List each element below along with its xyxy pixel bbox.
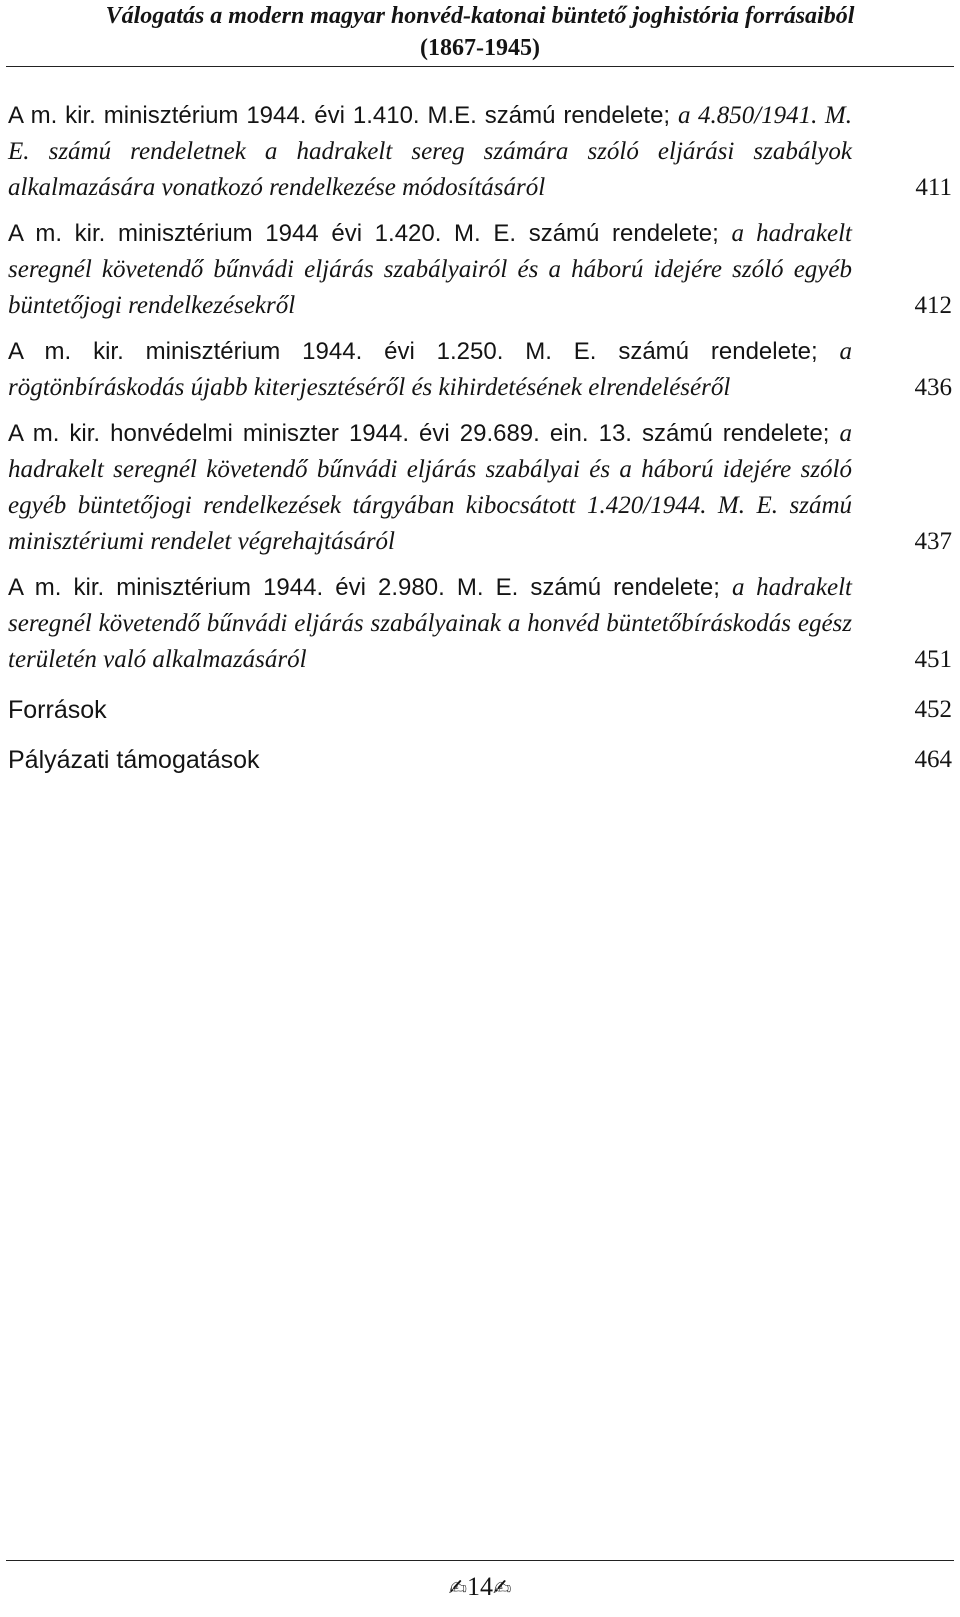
- toc-entry-text: [8, 570, 852, 678]
- toc-entry-lead: A m. kir. honvédelmi miniszter 1944. évi 29.689. ein. 13. számú rendelete;: [8, 420, 840, 447]
- header-title: Válogatás a modern magyar honvéd-katonai büntető joghistória forrásaiból: [105, 3, 855, 29]
- toc-entry-text: [8, 216, 852, 324]
- toc-entry-title: a hadrakelt seregnél követendő bűnvádi eljárás szabályainak a honvéd büntetőbíráskodás egész területén való alkalmazásáról: [8, 574, 852, 673]
- toc-page-number: 451: [914, 646, 952, 673]
- table-of-contents: [8, 98, 956, 778]
- page-footer: [0, 1570, 960, 1606]
- toc-entry-436[interactable]: [8, 334, 956, 406]
- toc-page-number: 412: [914, 292, 952, 319]
- toc-entry-text: [8, 98, 852, 206]
- running-header: [0, 0, 960, 64]
- toc-entry-title: a rögtönbíráskodás újabb kiterjesztéséről és kihirdetésének elrendeléséről: [8, 338, 852, 401]
- toc-entry-437[interactable]: [8, 416, 956, 560]
- toc-entry-lead: A m. kir. minisztérium 1944 évi 1.420. M. E. számú rendelete;: [8, 220, 732, 247]
- ornament-right-icon: ✍: [493, 1576, 512, 1601]
- toc-entry-text: [8, 334, 852, 406]
- toc-entry-grants[interactable]: [8, 742, 956, 778]
- toc-entry-lead: A m. kir. minisztérium 1944. évi 2.980. M. E. számú rendelete;: [8, 574, 732, 601]
- ornament-left-icon: ✍: [448, 1576, 467, 1601]
- toc-sources-label: Források: [8, 696, 107, 724]
- toc-entry-title: a hadrakelt seregnél követendő bűnvádi eljárás szabályai és a háború idejére szóló egyéb büntetőjogi rendelkezések tárgyában kibocsátott 1.420/1944. M. E. számú minisztériumi rendelet végrehajtásáról: [8, 420, 852, 555]
- toc-entry-lead: A m. kir. minisztérium 1944. évi 1.410. M.E. számú rendelete;: [8, 102, 678, 129]
- toc-entry-title: a 4.850/1941. M. E. számú rendeletnek a hadrakelt sereg számára szóló eljárási szabályok alkalmazására vonatkozó rendelkezése módosításáról: [8, 102, 852, 201]
- toc-entry-412[interactable]: [8, 216, 956, 324]
- footer-divider: [6, 1560, 954, 1561]
- toc-entry-lead: A m. kir. minisztérium 1944. évi 1.250. M. E. számú rendelete;: [8, 338, 840, 365]
- toc-page-number: 464: [914, 746, 952, 773]
- page-number: 14: [467, 1572, 493, 1601]
- header-years: (1867-1945): [420, 35, 540, 61]
- toc-entry-sources[interactable]: [8, 692, 956, 728]
- toc-page-number: 436: [914, 374, 952, 401]
- toc-entry-451[interactable]: [8, 570, 956, 678]
- toc-entry-title: a hadrakelt seregnél követendő bűnvádi eljárás szabályairól és a háború idejére szóló egyéb büntetőjogi rendelkezésekről: [8, 220, 852, 319]
- toc-entry-411[interactable]: [8, 98, 956, 206]
- toc-page-number: 452: [914, 696, 952, 723]
- header-divider: [6, 66, 954, 67]
- toc-page-number: 437: [914, 528, 952, 555]
- toc-entry-text: [8, 416, 852, 560]
- toc-grants-label: Pályázati támogatások: [8, 746, 260, 774]
- toc-page-number: 411: [915, 174, 952, 201]
